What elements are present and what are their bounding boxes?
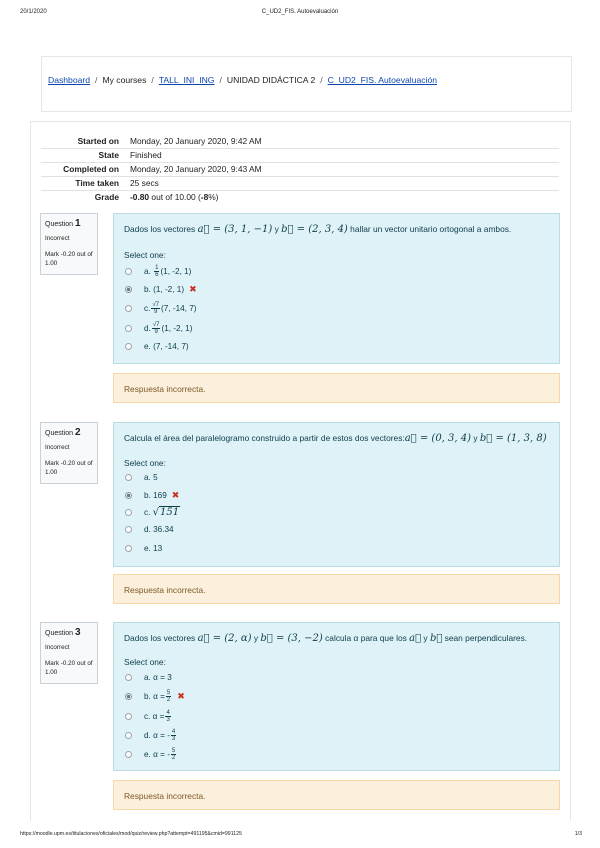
vector-b-expression: b⃗ = (3, −2) — [260, 633, 323, 644]
question-mark: Mark -0.20 out of 1.00 — [45, 251, 93, 268]
breadcrumb-separator: / — [219, 75, 222, 85]
started-on-value: Monday, 20 January 2020, 9:42 AM — [130, 135, 262, 146]
fraction: $\frac{√7}{9}$ — [152, 302, 160, 315]
breadcrumb-quiz-link[interactable]: C_UD2_FIS. Autoevaluación — [327, 75, 438, 85]
question-number: Question 2 — [45, 427, 81, 438]
breadcrumb-my-courses: My courses — [102, 75, 147, 85]
question-1-content — [113, 213, 560, 364]
answer-option[interactable]: e. α = - $\frac{5}{2}$ — [125, 748, 177, 761]
answer-option-selected[interactable]: b. 169 ✖ — [125, 490, 179, 501]
question-1-info — [40, 213, 98, 275]
select-one-label: Select one: — [124, 458, 166, 468]
answer-option[interactable]: a. α = 3 — [125, 673, 172, 682]
radio-button[interactable] — [125, 732, 132, 739]
attempt-summary-table — [41, 134, 559, 204]
radio-button[interactable] — [125, 526, 132, 533]
question-state: Incorrect — [45, 444, 70, 451]
breadcrumb-course-link[interactable]: TALL_INI_ING — [158, 75, 215, 85]
breadcrumb — [48, 75, 437, 85]
fraction: $\frac{√7}{9}$ — [152, 322, 160, 335]
print-page-number: 1/3 — [574, 831, 582, 837]
completed-on-value: Monday, 20 January 2020, 9:43 AM — [126, 162, 559, 176]
time-taken-label: Time taken — [41, 176, 126, 190]
answer-option[interactable]: d. $\frac{√7}{9}$ (1, -2, 1) — [125, 322, 192, 335]
question-number: Question 1 — [45, 218, 81, 229]
select-one-label: Select one: — [124, 250, 166, 260]
summary-row-state — [41, 148, 559, 162]
state-value: Finished — [126, 148, 559, 162]
breadcrumb-separator: / — [151, 75, 154, 85]
select-one-label: Select one: — [124, 657, 166, 667]
vector-a-expression: a⃗ = (3, 1, −1) — [197, 224, 273, 235]
question-mark: Mark -0.20 out of 1.00 — [45, 460, 93, 477]
summary-row-time — [41, 176, 559, 190]
summary-row-grade — [41, 190, 559, 204]
radio-button-checked[interactable] — [125, 693, 132, 700]
incorrect-cross-icon: ✖ — [171, 490, 180, 500]
radio-button[interactable] — [125, 305, 132, 312]
breadcrumb-separator: / — [320, 75, 323, 85]
answer-option-selected[interactable]: b. (1, -2, 1) ✖ — [125, 284, 197, 295]
vector-a-expression: a⃗ = (2, α) — [197, 633, 252, 644]
question-state: Incorrect — [45, 235, 70, 242]
answer-option[interactable]: c. α = $\frac{4}{3}$ — [125, 710, 172, 723]
vector-b-expression: b⃗ = (1, 3, 8) — [479, 433, 547, 444]
fraction: $\frac{4}{3}$ — [166, 710, 170, 723]
radio-button-checked[interactable] — [125, 492, 132, 499]
print-title: C_UD2_FIS. Autoevaluación — [261, 9, 339, 15]
state-label: State — [41, 148, 126, 162]
radio-button[interactable] — [125, 545, 132, 552]
incorrect-cross-icon: ✖ — [177, 691, 185, 701]
summary-row-started — [41, 134, 559, 148]
answer-option[interactable]: a. $\frac{1}{6}$ (1, -2, 1) — [125, 265, 191, 278]
vector-a-expression: a⃗ = (0, 3, 4) — [404, 433, 472, 444]
question-2-text: Calcula el área del paralelogramo construido a partir de estos dos vectores:a⃗ = (0, 3, 4) y b⃗ = (1, 3, 8) — [124, 433, 547, 444]
fraction: $\frac{1}{6}$ — [155, 265, 159, 278]
question-state: Incorrect — [45, 644, 70, 651]
radio-button[interactable] — [125, 343, 132, 350]
radio-button[interactable] — [125, 268, 132, 275]
answer-option[interactable]: a. 5 — [125, 473, 158, 482]
print-date: 20/1/2020 — [20, 9, 47, 15]
question-3-content — [113, 622, 560, 771]
radio-button[interactable] — [125, 509, 132, 516]
fraction: $\frac{5}{2}$ — [171, 748, 176, 761]
radio-button[interactable] — [125, 674, 132, 681]
grade-label: Grade — [41, 190, 126, 204]
answer-option[interactable]: c. √151 — [125, 507, 180, 518]
question-3-text: Dados los vectores a⃗ = (2, α) y b⃗ = (3, −2) calcula α para que los a⃗ y b⃗ sean perpendiculares. — [124, 633, 528, 644]
answer-option[interactable]: d. 36.34 — [125, 525, 174, 534]
question-1-text: Dados los vectores a⃗ = (3, 1, −1) y b⃗ = (2, 3, 4) hallar un vector unitario ortogonal a ambos. — [124, 224, 512, 235]
question-2-info — [40, 422, 98, 484]
breadcrumb-separator: / — [95, 75, 98, 85]
radio-button-checked[interactable] — [125, 286, 132, 293]
sqrt-expression: √151 — [152, 507, 180, 518]
answer-option[interactable]: d. α = - $\frac{4}{3}$ — [125, 729, 177, 742]
grade-tail: %) — [208, 192, 219, 203]
print-url: https://moodle.upm.es/titulaciones/oficiales/mod/quiz/review.php?attempt=491195&cmid=991125 — [20, 831, 242, 837]
summary-row-completed — [41, 162, 559, 176]
answer-option[interactable]: e. (7, -14, 7) — [125, 342, 189, 351]
radio-button[interactable] — [125, 474, 132, 481]
question-2-content — [113, 422, 560, 567]
grade-out-of: out of 10.00 ( — [151, 192, 201, 203]
answer-option[interactable]: c. $\frac{√7}{9}$ (7, -14, 7) — [125, 302, 197, 315]
question-3-feedback: Respuesta incorrecta. — [113, 780, 560, 810]
fraction: $\frac{4}{3}$ — [171, 729, 176, 742]
question-mark: Mark -0.20 out of 1.00 — [45, 660, 93, 677]
time-taken-value: 25 secs — [126, 176, 559, 190]
radio-button[interactable] — [125, 751, 132, 758]
question-number: Question 3 — [45, 627, 81, 638]
grade-value — [126, 190, 559, 204]
grade-score: -0.80 — [130, 192, 150, 203]
started-on-label: Started on — [77, 135, 119, 146]
breadcrumb-unit: UNIDAD DIDÁCTICA 2 — [226, 75, 316, 85]
answer-option-selected[interactable]: b. α = $\frac{5}{2}$ ✖ — [125, 690, 185, 703]
question-2-feedback: Respuesta incorrecta. — [113, 574, 560, 604]
incorrect-cross-icon: ✖ — [189, 284, 197, 294]
question-3-info — [40, 622, 98, 684]
question-1-feedback: Respuesta incorrecta. — [113, 373, 560, 403]
radio-button[interactable] — [125, 325, 132, 332]
answer-option[interactable]: e. 13 — [125, 544, 162, 553]
radio-button[interactable] — [125, 713, 132, 720]
breadcrumb-dashboard-link[interactable]: Dashboard — [48, 75, 91, 85]
vector-b-expression: b⃗ = (2, 3, 4) — [281, 224, 348, 235]
completed-on-label: Completed on — [41, 162, 126, 176]
fraction: $\frac{5}{2}$ — [166, 690, 171, 703]
grade-percent: -8 — [200, 192, 209, 203]
